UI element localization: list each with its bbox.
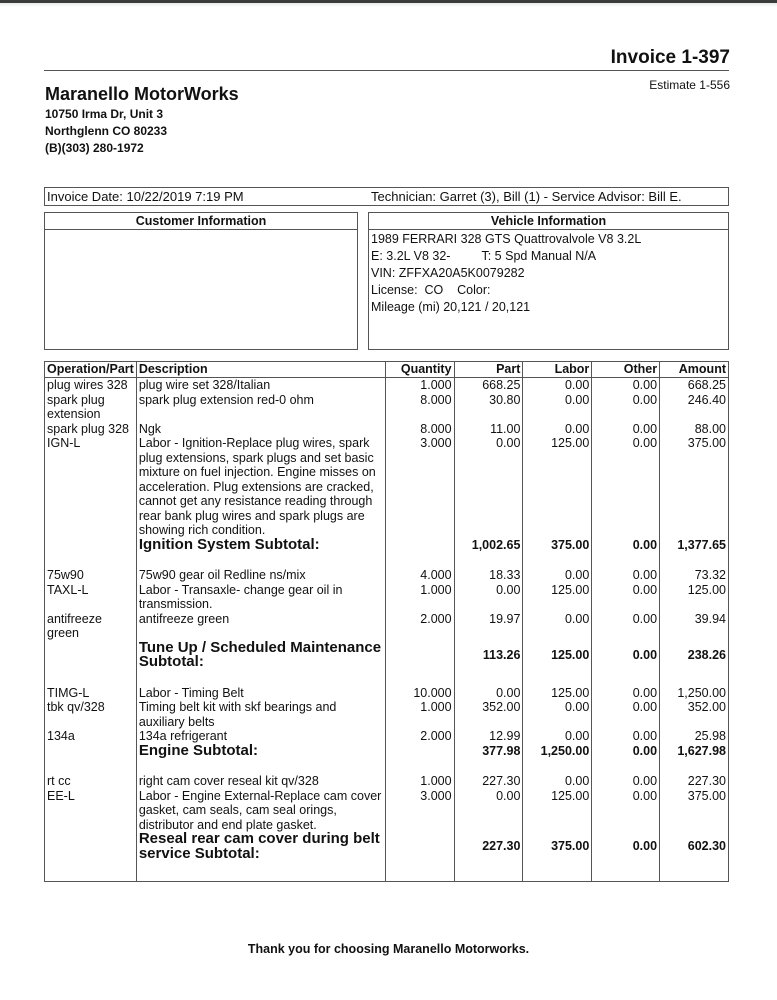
cell-labor: 0.00 <box>523 612 592 641</box>
cell-quantity: 8.000 <box>385 393 454 422</box>
window-top-shadow <box>0 3 777 7</box>
spacer-cell <box>385 758 454 774</box>
vehicle-information-box <box>368 212 729 350</box>
spacer-cell <box>592 552 660 568</box>
invoice-info-bar <box>44 187 729 206</box>
subtotal-part: 1,002.65 <box>454 538 523 553</box>
col-header-operation: Operation/Part <box>45 362 137 378</box>
cell-quantity: 1.000 <box>385 583 454 612</box>
cell-labor: 0.00 <box>523 378 592 393</box>
subtotal-other: 0.00 <box>592 832 660 861</box>
customer-information-box <box>44 212 358 350</box>
spacer-row <box>45 861 729 882</box>
col-header-amount: Amount <box>660 362 729 378</box>
cell-operation: 75w90 <box>45 568 137 583</box>
estimate-number: Estimate 1-556 <box>649 78 730 92</box>
col-header-quantity: Quantity <box>385 362 454 378</box>
cell-labor: 0.00 <box>523 422 592 437</box>
cell-operation: plug wires 328 <box>45 378 137 393</box>
vehicle-license-color: License: CO Color: <box>371 283 491 297</box>
table-row <box>45 700 729 729</box>
spacer-cell <box>454 758 523 774</box>
spacer-cell <box>523 758 592 774</box>
cell-amount: 375.00 <box>660 436 729 538</box>
cell-operation <box>45 832 137 861</box>
cell-part: 352.00 <box>454 700 523 729</box>
cell-description: Labor - Ignition-Replace plug wires, spark plug extensions, spark plugs and set basic mixture on fuel injection. Engine misses on acceleration. Plug extensions are cracked, cannot get any resistance reading through rear bank plug wires and spark plugs are showing rich condition. <box>136 436 385 538</box>
vehicle-engine-transmission: E: 3.2L V8 32- T: 5 Spd Manual N/A <box>371 249 597 263</box>
thank-you-message: Thank you for choosing Maranello Motorworks. <box>247 942 530 956</box>
cell-quantity: 2.000 <box>385 729 454 744</box>
cell-other: 0.00 <box>592 393 660 422</box>
cell-labor: 125.00 <box>523 789 592 833</box>
cell-labor: 0.00 <box>523 729 592 744</box>
spacer-cell <box>454 552 523 568</box>
cell-description: plug wire set 328/Italian <box>136 378 385 393</box>
cell-part: 30.80 <box>454 393 523 422</box>
table-row <box>45 789 729 833</box>
cell-operation: TAXL-L <box>45 583 137 612</box>
cell-part: 19.97 <box>454 612 523 641</box>
cell-amount: 25.98 <box>660 729 729 744</box>
spacer-cell <box>454 861 523 882</box>
cell-amount: 246.40 <box>660 393 729 422</box>
cell-part: 0.00 <box>454 436 523 538</box>
table-row <box>45 378 729 393</box>
cell-amount: 375.00 <box>660 789 729 833</box>
shop-address-line2: Northglenn CO 80233 <box>45 124 168 138</box>
spacer-cell <box>136 758 385 774</box>
spacer-cell <box>454 670 523 686</box>
spacer-cell <box>136 861 385 882</box>
spacer-row <box>45 670 729 686</box>
invoice-date: Invoice Date: 10/22/2019 7:19 PM <box>47 189 244 204</box>
cell-labor: 0.00 <box>523 568 592 583</box>
cell-labor: 0.00 <box>523 393 592 422</box>
cell-quantity <box>385 641 454 670</box>
subtotal-row <box>45 744 729 759</box>
vehicle-information-header: Vehicle Information <box>369 213 728 230</box>
cell-part: 668.25 <box>454 378 523 393</box>
cell-description: Timing belt kit with skf bearings and auxiliary belts <box>136 700 385 729</box>
cell-operation <box>45 538 137 553</box>
cell-labor: 0.00 <box>523 700 592 729</box>
cell-quantity: 3.000 <box>385 436 454 538</box>
cell-part: 18.33 <box>454 568 523 583</box>
cell-operation: 134a <box>45 729 137 744</box>
col-header-other: Other <box>592 362 660 378</box>
cell-amount: 668.25 <box>660 378 729 393</box>
spacer-cell <box>592 670 660 686</box>
subtotal-row <box>45 538 729 553</box>
cell-operation: TIMG-L <box>45 686 137 701</box>
cell-part: 12.99 <box>454 729 523 744</box>
cell-other: 0.00 <box>592 612 660 641</box>
spacer-cell <box>136 552 385 568</box>
cell-other: 0.00 <box>592 568 660 583</box>
invoice-title: Invoice 1-397 <box>610 47 730 68</box>
subtotal-amount: 1,377.65 <box>660 538 729 553</box>
cell-labor: 125.00 <box>523 436 592 538</box>
subtotal-amount: 1,627.98 <box>660 744 729 759</box>
cell-amount: 125.00 <box>660 583 729 612</box>
cell-quantity: 1.000 <box>385 700 454 729</box>
spacer-cell <box>660 552 729 568</box>
cell-labor: 125.00 <box>523 583 592 612</box>
cell-quantity <box>385 538 454 553</box>
cell-other: 0.00 <box>592 729 660 744</box>
table-row <box>45 583 729 612</box>
cell-other: 0.00 <box>592 436 660 538</box>
table-row <box>45 612 729 641</box>
table-row <box>45 393 729 422</box>
spacer-cell <box>385 861 454 882</box>
cell-part: 0.00 <box>454 686 523 701</box>
subtotal-part: 227.30 <box>454 832 523 861</box>
cell-description: right cam cover reseal kit qv/328 <box>136 774 385 789</box>
table-row <box>45 686 729 701</box>
subtotal-other: 0.00 <box>592 641 660 670</box>
spacer-cell <box>385 670 454 686</box>
header-divider <box>44 70 729 71</box>
spacer-cell <box>660 861 729 882</box>
cell-description: Labor - Timing Belt <box>136 686 385 701</box>
shop-name: Maranello MotorWorks <box>45 84 239 104</box>
cell-other: 0.00 <box>592 700 660 729</box>
cell-quantity: 2.000 <box>385 612 454 641</box>
cell-other: 0.00 <box>592 583 660 612</box>
spacer-cell <box>523 670 592 686</box>
cell-operation: spark plug extension <box>45 393 137 422</box>
table-row <box>45 774 729 789</box>
cell-operation: spark plug 328 <box>45 422 137 437</box>
cell-operation: tbk qv/328 <box>45 700 137 729</box>
subtotal-labor: 375.00 <box>523 538 592 553</box>
cell-quantity: 3.000 <box>385 789 454 833</box>
cell-part: 227.30 <box>454 774 523 789</box>
subtotal-row <box>45 641 729 670</box>
spacer-row <box>45 758 729 774</box>
line-items-table <box>44 361 729 882</box>
shop-address-line1: 10750 Irma Dr, Unit 3 <box>45 107 164 121</box>
cell-quantity: 10.000 <box>385 686 454 701</box>
spacer-cell <box>523 552 592 568</box>
spacer-cell <box>385 552 454 568</box>
cell-quantity <box>385 744 454 759</box>
vehicle-details <box>369 230 728 317</box>
col-header-description: Description <box>136 362 385 378</box>
spacer-cell <box>45 670 137 686</box>
subtotal-other: 0.00 <box>592 538 660 553</box>
cell-operation <box>45 744 137 759</box>
spacer-cell <box>660 758 729 774</box>
cell-quantity: 1.000 <box>385 774 454 789</box>
cell-description: 134a refrigerant <box>136 729 385 744</box>
table-row <box>45 568 729 583</box>
subtotal-part: 113.26 <box>454 641 523 670</box>
cell-labor: 0.00 <box>523 774 592 789</box>
table-row <box>45 436 729 538</box>
cell-other: 0.00 <box>592 378 660 393</box>
cell-amount: 352.00 <box>660 700 729 729</box>
cell-amount: 39.94 <box>660 612 729 641</box>
subtotal-label: Engine Subtotal: <box>136 744 385 759</box>
col-header-labor: Labor <box>523 362 592 378</box>
subtotal-row <box>45 832 729 861</box>
cell-amount: 1,250.00 <box>660 686 729 701</box>
col-header-part: Part <box>454 362 523 378</box>
cell-amount: 73.32 <box>660 568 729 583</box>
cell-operation: antifreeze green <box>45 612 137 641</box>
vehicle-vin: VIN: ZFFXA20A5K0079282 <box>371 266 525 280</box>
spacer-cell <box>136 670 385 686</box>
cell-amount: 227.30 <box>660 774 729 789</box>
cell-labor: 125.00 <box>523 686 592 701</box>
subtotal-labor: 125.00 <box>523 641 592 670</box>
cell-amount: 88.00 <box>660 422 729 437</box>
table-header-row <box>45 362 729 378</box>
vehicle-model: 1989 FERRARI 328 GTS Quattrovalvole V8 3.2L <box>371 232 642 246</box>
cell-part: 0.00 <box>454 583 523 612</box>
cell-quantity: 1.000 <box>385 378 454 393</box>
cell-quantity: 8.000 <box>385 422 454 437</box>
subtotal-part: 377.98 <box>454 744 523 759</box>
cell-description: spark plug extension red-0 ohm <box>136 393 385 422</box>
cell-other: 0.00 <box>592 774 660 789</box>
subtotal-label: Reseal rear cam cover during belt service Subtotal: <box>136 832 385 861</box>
subtotal-labor: 1,250.00 <box>523 744 592 759</box>
spacer-cell <box>45 552 137 568</box>
subtotal-other: 0.00 <box>592 744 660 759</box>
technician-advisor: Technician: Garret (3), Bill (1) - Service Advisor: Bill E. <box>371 189 682 204</box>
spacer-cell <box>660 670 729 686</box>
cell-operation: rt cc <box>45 774 137 789</box>
cell-other: 0.00 <box>592 789 660 833</box>
subtotal-amount: 238.26 <box>660 641 729 670</box>
cell-operation: IGN-L <box>45 436 137 538</box>
spacer-cell <box>592 758 660 774</box>
spacer-cell <box>523 861 592 882</box>
spacer-cell <box>45 861 137 882</box>
shop-phone: (B)(303) 280-1972 <box>45 141 144 155</box>
subtotal-amount: 602.30 <box>660 832 729 861</box>
table-row <box>45 422 729 437</box>
cell-part: 0.00 <box>454 789 523 833</box>
spacer-cell <box>592 861 660 882</box>
cell-description: 75w90 gear oil Redline ns/mix <box>136 568 385 583</box>
cell-description: Labor - Transaxle- change gear oil in transmission. <box>136 583 385 612</box>
spacer-cell <box>45 758 137 774</box>
cell-other: 0.00 <box>592 686 660 701</box>
vehicle-mileage: Mileage (mi) 20,121 / 20,121 <box>371 300 531 314</box>
cell-quantity: 4.000 <box>385 568 454 583</box>
cell-part: 11.00 <box>454 422 523 437</box>
subtotal-label: Tune Up / Scheduled Maintenance Subtotal: <box>136 641 385 670</box>
cell-operation: EE-L <box>45 789 137 833</box>
cell-description: Ngk <box>136 422 385 437</box>
spacer-row <box>45 552 729 568</box>
cell-other: 0.00 <box>592 422 660 437</box>
cell-quantity <box>385 832 454 861</box>
cell-description: Labor - Engine External-Replace cam cover gasket, cam seals, cam seal orings, distributor and end plate gasket. <box>136 789 385 833</box>
subtotal-label: Ignition System Subtotal: <box>136 538 385 553</box>
cell-operation <box>45 641 137 670</box>
cell-description: antifreeze green <box>136 612 385 641</box>
customer-information-header: Customer Information <box>45 213 357 230</box>
subtotal-labor: 375.00 <box>523 832 592 861</box>
